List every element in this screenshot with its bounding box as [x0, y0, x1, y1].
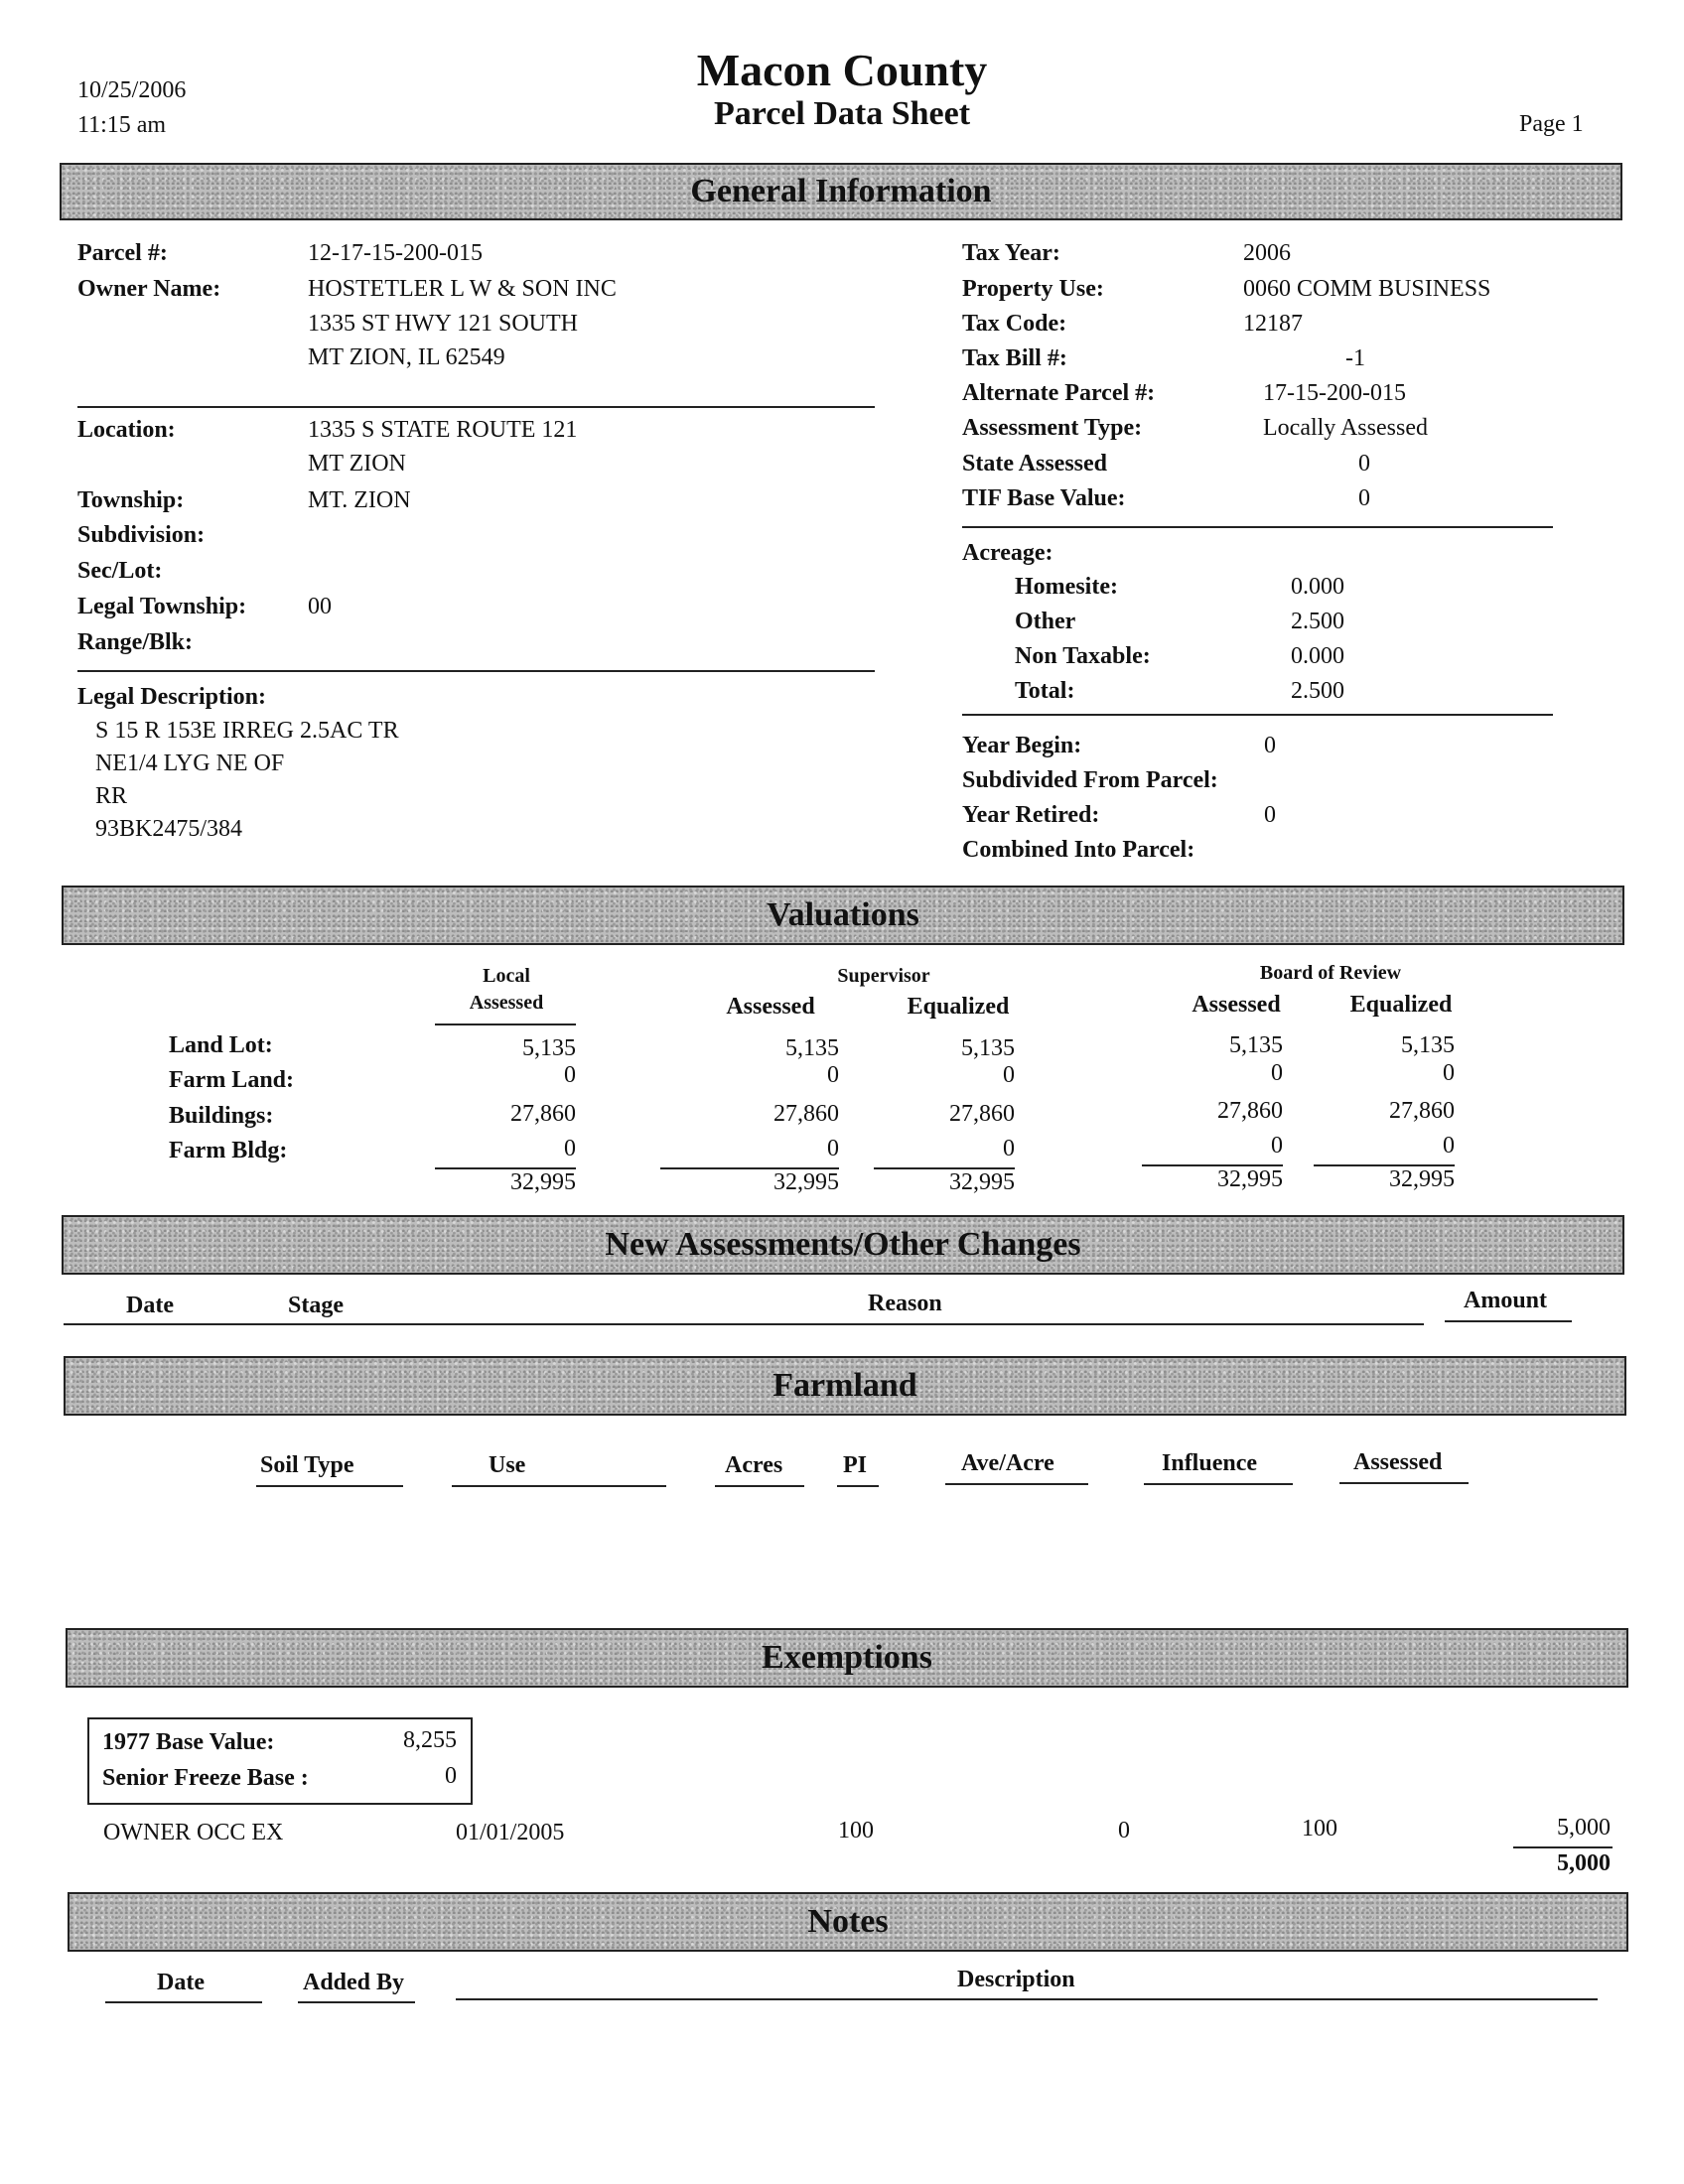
tax-bill-value: -1	[1345, 345, 1365, 371]
total-rule	[1513, 1846, 1613, 1848]
header-rule	[715, 1485, 804, 1487]
total-cell: 32,995	[949, 1169, 1015, 1195]
value-cell: 0	[1443, 1060, 1455, 1086]
value-cell: 27,860	[1389, 1098, 1455, 1124]
state-assessed-label: State Assessed	[962, 451, 1108, 477]
other-acreage-value: 2.500	[1291, 609, 1344, 634]
total-acreage-value: 2.500	[1291, 678, 1344, 704]
header-rule	[1445, 1320, 1572, 1322]
valuations-band	[62, 886, 1624, 945]
tif-base-value: 0	[1358, 485, 1370, 511]
section-title: New Assessments/Other Changes	[605, 1226, 1081, 1263]
col-reason: Reason	[868, 1291, 942, 1316]
land-lot-label: Land Lot:	[169, 1032, 273, 1058]
owner-name: HOSTETLER L W & SON INC	[308, 276, 617, 302]
value-cell: 5,135	[785, 1035, 839, 1061]
value-cell: 27,860	[949, 1101, 1015, 1127]
value-cell: 0	[1003, 1062, 1015, 1088]
base-1977-value: 8,255	[403, 1727, 457, 1753]
col-stage: Stage	[288, 1293, 344, 1318]
col-date: Date	[126, 1293, 174, 1318]
value-cell: 0	[1443, 1133, 1455, 1159]
header-rule	[452, 1485, 666, 1487]
value-cell: 0	[1271, 1060, 1283, 1086]
total-acreage-label: Total:	[1015, 678, 1075, 704]
section-title: Farmland	[772, 1367, 917, 1404]
header-rule	[837, 1485, 879, 1487]
legal-township-value: 00	[308, 594, 332, 619]
sheet-title: Parcel Data Sheet	[713, 95, 971, 132]
local-assessed-header: Assessed	[469, 992, 544, 1014]
col-assessed: Assessed	[1353, 1449, 1443, 1475]
section-title: Notes	[807, 1903, 889, 1940]
exemption-value: 100	[1302, 1816, 1337, 1842]
value-cell: 0	[564, 1062, 576, 1088]
total-cell: 32,995	[1217, 1166, 1283, 1192]
combined-into-label: Combined Into Parcel:	[962, 837, 1195, 863]
alternate-parcel-label: Alternate Parcel #:	[962, 380, 1156, 406]
supervisor-header: Supervisor	[837, 965, 930, 987]
value-cell: 0	[1271, 1133, 1283, 1159]
parcel-label: Parcel #:	[77, 240, 168, 266]
township-value: MT. ZION	[308, 487, 411, 513]
col-ave-acre: Ave/Acre	[961, 1450, 1054, 1476]
legal-description-line: RR	[95, 783, 128, 809]
header-rule	[64, 1323, 1424, 1325]
owner-label: Owner Name:	[77, 276, 221, 302]
acreage-label: Acreage:	[962, 540, 1053, 566]
parcel-number: 12-17-15-200-015	[308, 240, 483, 266]
exemption-total: 5,000	[1557, 1850, 1611, 1876]
senior-freeze-label: Senior Freeze Base :	[102, 1765, 309, 1791]
legal-description-label: Legal Description:	[77, 684, 266, 710]
supervisor-equalized-header: Equalized	[907, 994, 1010, 1020]
senior-freeze-value: 0	[445, 1763, 457, 1789]
homesite-value: 0.000	[1291, 574, 1344, 600]
header-rule	[456, 1998, 1598, 2000]
tax-year-value: 2006	[1243, 240, 1291, 266]
col-date: Date	[157, 1970, 205, 1995]
section-title: Exemptions	[762, 1639, 932, 1676]
supervisor-assessed-header: Assessed	[726, 994, 815, 1020]
non-taxable-value: 0.000	[1291, 643, 1344, 669]
bor-equalized-header: Equalized	[1349, 992, 1453, 1018]
section-title: Valuations	[767, 896, 919, 933]
tax-code-value: 12187	[1243, 311, 1303, 337]
assessment-type-value: Locally Assessed	[1263, 415, 1428, 441]
sec-lot-label: Sec/Lot:	[77, 558, 163, 584]
location-line1: 1335 S STATE ROUTE 121	[308, 417, 578, 443]
value-cell: 5,135	[961, 1035, 1015, 1061]
col-acres: Acres	[725, 1452, 783, 1478]
exemption-name: OWNER OCC EX	[103, 1820, 284, 1845]
value-cell: 27,860	[1217, 1098, 1283, 1124]
value-cell: 5,135	[1229, 1032, 1283, 1058]
year-begin-label: Year Begin:	[962, 733, 1082, 758]
year-begin-value: 0	[1264, 733, 1276, 758]
new-assessments-band	[62, 1215, 1624, 1275]
col-added-by: Added By	[303, 1970, 405, 1995]
board-of-review-header: Board of Review	[1259, 962, 1402, 984]
total-cell: 32,995	[1389, 1166, 1455, 1192]
value-cell: 0	[1003, 1136, 1015, 1161]
col-use: Use	[489, 1452, 526, 1478]
farm-land-label: Farm Land:	[169, 1067, 294, 1093]
header-rule	[945, 1483, 1088, 1485]
non-taxable-label: Non Taxable:	[1015, 643, 1151, 669]
value-cell: 27,860	[773, 1101, 839, 1127]
exemptions-band	[66, 1628, 1628, 1688]
col-description: Description	[957, 1967, 1075, 1992]
other-acreage-label: Other	[1015, 609, 1076, 634]
general-information-band	[60, 163, 1622, 220]
header-rule	[1339, 1482, 1469, 1484]
section-title: General Information	[690, 173, 992, 209]
tif-base-label: TIF Base Value:	[962, 485, 1126, 511]
owner-city: MT ZION, IL 62549	[308, 344, 505, 370]
township-label: Township:	[77, 487, 185, 513]
bor-assessed-header: Assessed	[1192, 992, 1281, 1018]
state-assessed-value: 0	[1358, 451, 1370, 477]
farm-bldg-label: Farm Bldg:	[169, 1138, 288, 1163]
divider	[77, 670, 875, 672]
legal-township-label: Legal Township:	[77, 594, 247, 619]
owner-address: 1335 ST HWY 121 SOUTH	[308, 311, 579, 337]
local-header: Local	[483, 965, 530, 987]
value-cell: 0	[827, 1136, 839, 1161]
year-retired-value: 0	[1264, 802, 1276, 828]
value-cell: 5,135	[1401, 1032, 1455, 1058]
exemption-amount: 5,000	[1557, 1815, 1611, 1841]
total-cell: 32,995	[510, 1169, 576, 1195]
legal-description-line: S 15 R 153E IRREG 2.5AC TR	[95, 718, 399, 744]
subdivision-label: Subdivision:	[77, 522, 206, 548]
homesite-label: Homesite:	[1015, 574, 1118, 600]
value-cell: 5,135	[522, 1035, 576, 1061]
alternate-parcel-value: 17-15-200-015	[1263, 380, 1406, 406]
page-number: Page 1	[1519, 111, 1584, 137]
divider	[962, 714, 1553, 716]
range-blk-label: Range/Blk:	[77, 629, 194, 655]
divider	[77, 406, 875, 408]
value-cell: 27,860	[510, 1101, 576, 1127]
col-influence: Influence	[1162, 1450, 1257, 1476]
header-rule	[256, 1485, 403, 1487]
year-retired-label: Year Retired:	[962, 802, 1100, 828]
value-cell: 0	[827, 1062, 839, 1088]
header-rule	[105, 2001, 262, 2003]
tax-bill-label: Tax Bill #:	[962, 345, 1067, 371]
report-time: 11:15 am	[77, 112, 167, 138]
divider	[962, 526, 1553, 528]
col-amount: Amount	[1464, 1288, 1548, 1313]
header-rule	[1144, 1483, 1293, 1485]
base-1977-label: 1977 Base Value:	[102, 1729, 275, 1755]
value-cell: 0	[564, 1136, 576, 1161]
notes-band	[68, 1892, 1628, 1952]
location-label: Location:	[77, 417, 176, 443]
property-use-value: 0060 COMM BUSINESS	[1243, 276, 1491, 302]
location-line2: MT ZION	[308, 451, 406, 477]
col-soil-type: Soil Type	[260, 1452, 354, 1478]
exemption-value: 100	[838, 1818, 874, 1843]
legal-description-line: NE1/4 LYG NE OF	[95, 751, 285, 776]
legal-description-line: 93BK2475/384	[95, 816, 243, 842]
assessment-type-label: Assessment Type:	[962, 415, 1143, 441]
farmland-band	[64, 1356, 1626, 1416]
report-date: 10/25/2006	[77, 77, 187, 103]
exemption-date: 01/01/2005	[456, 1820, 565, 1845]
underline	[435, 1024, 576, 1025]
tax-year-label: Tax Year:	[962, 240, 1060, 266]
subdivided-from-label: Subdivided From Parcel:	[962, 767, 1218, 793]
total-cell: 32,995	[773, 1169, 839, 1195]
tax-code-label: Tax Code:	[962, 311, 1067, 337]
buildings-label: Buildings:	[169, 1103, 274, 1129]
exemption-value: 0	[1118, 1818, 1130, 1843]
property-use-label: Property Use:	[962, 276, 1104, 302]
header-rule	[298, 2001, 415, 2003]
col-pi: PI	[843, 1452, 867, 1478]
county-title: Macon County	[696, 45, 988, 95]
